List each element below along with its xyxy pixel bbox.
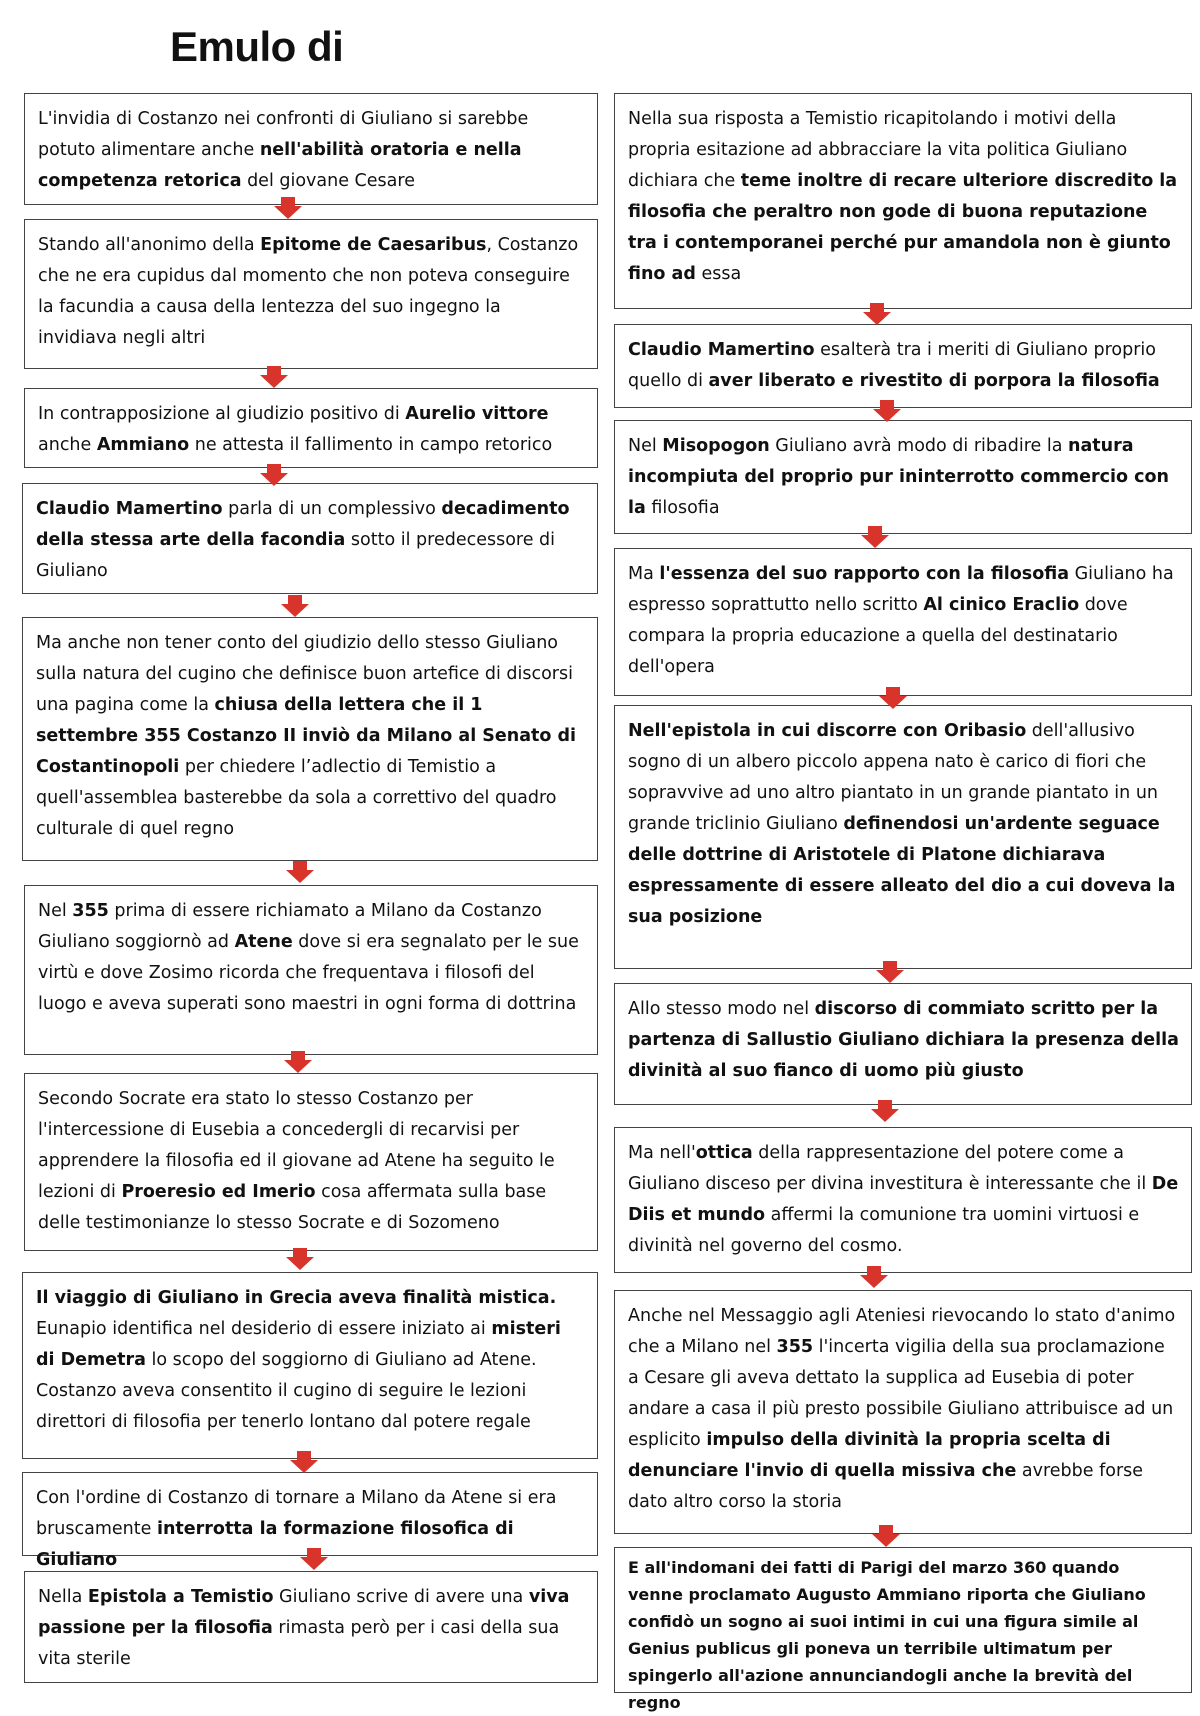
bold-text: De Diis et mundo <box>628 1174 1179 1225</box>
text: dove si era segnalato per le sue virtù e dove Zosimo ricorda che frequentava i filosofi del luogo e aveva superati sono maestri in ogni forma di dottrina <box>38 932 579 1014</box>
text: lo scopo del soggiorno di Giuliano ad Atene. Costanzo aveva consentito il cugino di seguire le lezioni direttori di filosofia per tenerlo lontano dal potere regale <box>36 1350 537 1432</box>
text: Ma anche non tener conto del giudizio dello stesso Giuliano sulla natura del cugino che definisce buon artefice di discorsi una pagina come la <box>36 633 573 715</box>
bold-text: Claudio Mamertino <box>36 499 223 519</box>
flow-arrow <box>861 535 889 548</box>
bold-text: discorso di commiato scritto per la partenza di Sallustio Giuliano dichiara la presenza della divinità al suo fianco di uomo più giusto <box>628 999 1179 1081</box>
text: dove compara la propria educazione a quella del destinatario dell'opera <box>628 595 1128 677</box>
text: dell'allusivo sogno di un albero piccolo appena nato è carico di fiori che sopravvive ad uno altro piantato in un grande piantato in un grande triclinio Giuliano <box>628 721 1159 834</box>
text: parla di un complessivo <box>222 499 442 519</box>
text: Giuliano avrà modo di ribadire la <box>769 436 1068 456</box>
bold-text: 355 <box>72 901 109 921</box>
bold-text: Epitome de Caesaribus <box>260 235 487 255</box>
text: Allo stesso modo nel <box>628 999 815 1019</box>
box <box>614 548 1192 696</box>
text: affermi la comunione tra uomini virtuosi e divinità nel governo del cosmo. <box>628 1205 1140 1256</box>
text: per chiedere l’adlectio di Temistio a quell'assemblea basterebbe da sola a correttivo del quadro culturale di quel regno <box>36 757 557 839</box>
box <box>614 983 1192 1105</box>
flow-arrow <box>873 409 901 422</box>
text: esalterà tra i meriti di Giuliano proprio quello di <box>628 340 1156 391</box>
box <box>614 1547 1192 1712</box>
text: Anche nel Messaggio agli Ateniesi rievocando lo stato d'animo che a Milano nel <box>628 1306 1176 1357</box>
text: del giovane Cesare <box>241 171 415 191</box>
bold-text: teme inoltre di recare ulteriore discredito la filosofia che peraltro non gode di buona reputazione tra i contemporanei perché pur amandola non è giunto fino ad <box>628 171 1178 284</box>
flow-arrow <box>872 1534 900 1547</box>
box <box>614 324 1192 408</box>
text: avrebbe forse dato altro corso la storia <box>628 1461 1144 1512</box>
page-title: Emulo di <box>170 23 344 70</box>
bold-text: 355 <box>776 1337 814 1357</box>
bold-text: aver liberato e rivestito di porpora la filosofia <box>708 371 1160 391</box>
bold-text: Al cinico Eraclio <box>923 595 1080 615</box>
text: ne attesta il fallimento in campo retorico <box>189 435 553 455</box>
text: Giuliano scrive di avere una <box>273 1587 529 1607</box>
bold-text: Ammiano <box>96 435 190 455</box>
bold-text: nell'abilità oratoria e nella competenza retorica <box>38 140 522 191</box>
box <box>614 1290 1192 1534</box>
bold-text: Epistola a Temistio <box>87 1587 274 1607</box>
bold-text: misteri di Demetra <box>36 1319 561 1370</box>
bold-text: Nell'epistola in cui discorre con Oribasio <box>628 721 1027 741</box>
bold-text: Claudio Mamertino <box>628 340 815 360</box>
flow-arrow <box>863 312 891 325</box>
bold-text: decadimento della stessa arte della facondia <box>36 499 570 550</box>
text: , Costanzo che ne era cupidus dal momento che non poteva conseguire la facundia a causa della lentezza del suo ingegno la invidiava negli altri <box>38 235 579 348</box>
text: Ma nell' <box>628 1143 696 1163</box>
text: Nel <box>628 436 663 456</box>
text: prima di essere richiamato a Milano da Costanzo Giuliano soggiornò ad <box>38 901 542 952</box>
box <box>614 1127 1192 1273</box>
text: cosa affermata sulla base delle testimonianze lo stesso Socrate e di Sozomeno <box>38 1182 547 1233</box>
bold-text: Il viaggio di Giuliano in Grecia aveva finalità mistica. <box>36 1288 557 1308</box>
bold-text: impulso della divinità la propria scelta di denunciare l'invio di quella missiva che <box>628 1430 1111 1481</box>
text: Stando all'anonimo della <box>38 235 261 255</box>
bold-text: Aurelio vittore <box>405 404 549 424</box>
bold-text: ottica <box>695 1143 753 1163</box>
text: Ma <box>628 564 660 584</box>
bold-text: Proeresio ed Imerio <box>121 1182 316 1202</box>
text: essa <box>695 264 742 284</box>
flow-arrow <box>876 970 904 983</box>
box <box>614 420 1192 534</box>
text: sotto il predecessore di Giuliano <box>36 530 556 581</box>
bold-text: Misopogon <box>662 436 770 456</box>
text: In contrapposizione al giudizio positivo di <box>38 404 406 424</box>
bold-text: natura incompiuta del proprio pur ininterrotto commercio con la <box>628 436 1169 518</box>
text: Nella sua risposta a Temistio ricapitolando i motivi della propria esitazione ad abbracciare la vita politica Giuliano dichiara che <box>628 109 1128 191</box>
bold-text: chiusa della lettera che il 1 settembre 355 Costanzo II inviò da Milano al Senato di Costantinopoli <box>36 695 577 777</box>
flow-arrow <box>871 1109 899 1122</box>
bold-text: definendosi un'ardente seguace delle dottrine di Aristotele di Platone dichiarava espressamente di essere alleato del dio a cui doveva la sua posizione <box>628 814 1176 927</box>
text: Nella <box>38 1587 88 1607</box>
text: filosofia <box>645 498 720 518</box>
text: Giuliano ha espresso soprattutto nello scritto <box>628 564 1174 615</box>
text: Secondo Socrate era stato lo stesso Costanzo per l'intercessione di Eusebia a concedergli di recarvisi per apprendere la filosofia ed il giovane ad Atene ha seguito le lezioni di <box>38 1089 555 1202</box>
bold-text: viva passione per la filosofia <box>38 1587 570 1638</box>
bold-text: l'essenza del suo rapporto con la filosofia <box>659 564 1070 584</box>
text: Eunapio identifica nel desiderio di essere iniziato ai <box>36 1319 492 1339</box>
bold-text: Atene <box>234 932 293 952</box>
bold-text: E all'indomani dei fatti di Parigi del marzo 360 quando venne proclamato Augusto Ammiano riporta che Giuliano confidò un sogno ai suoi intimi in cui una figura simile al Genius publicus gli poneva un terribile ultimatum per spingerlo all'azione annunciandogli anche la brevità del regno <box>628 1558 1146 1712</box>
text: Con l'ordine di Costanzo di tornare a Milano da Atene si era bruscamente <box>36 1488 557 1539</box>
box <box>614 93 1192 309</box>
text: della rappresentazione del potere come a Giuliano disceso per divina investitura è interessante che il <box>628 1143 1152 1194</box>
text: L'invidia di Costanzo nei confronti di Giuliano si sarebbe potuto alimentare anche <box>38 109 529 160</box>
text: anche <box>38 435 97 455</box>
box <box>614 705 1192 969</box>
text: rimasta però per i casi della sua vita sterile <box>38 1618 560 1669</box>
text: l'incerta vigilia della sua proclamazione a Cesare gli aveva dettato la supplica ad Eusebia di poter andare a casa il più presto possibile Giuliano attribuisce ad un esplicito <box>628 1337 1174 1450</box>
flow-arrow <box>879 696 907 709</box>
text: Nel <box>38 901 73 921</box>
bold-text: interrotta la formazione filosofica di Giuliano <box>36 1519 514 1570</box>
flow-arrow <box>860 1275 888 1288</box>
